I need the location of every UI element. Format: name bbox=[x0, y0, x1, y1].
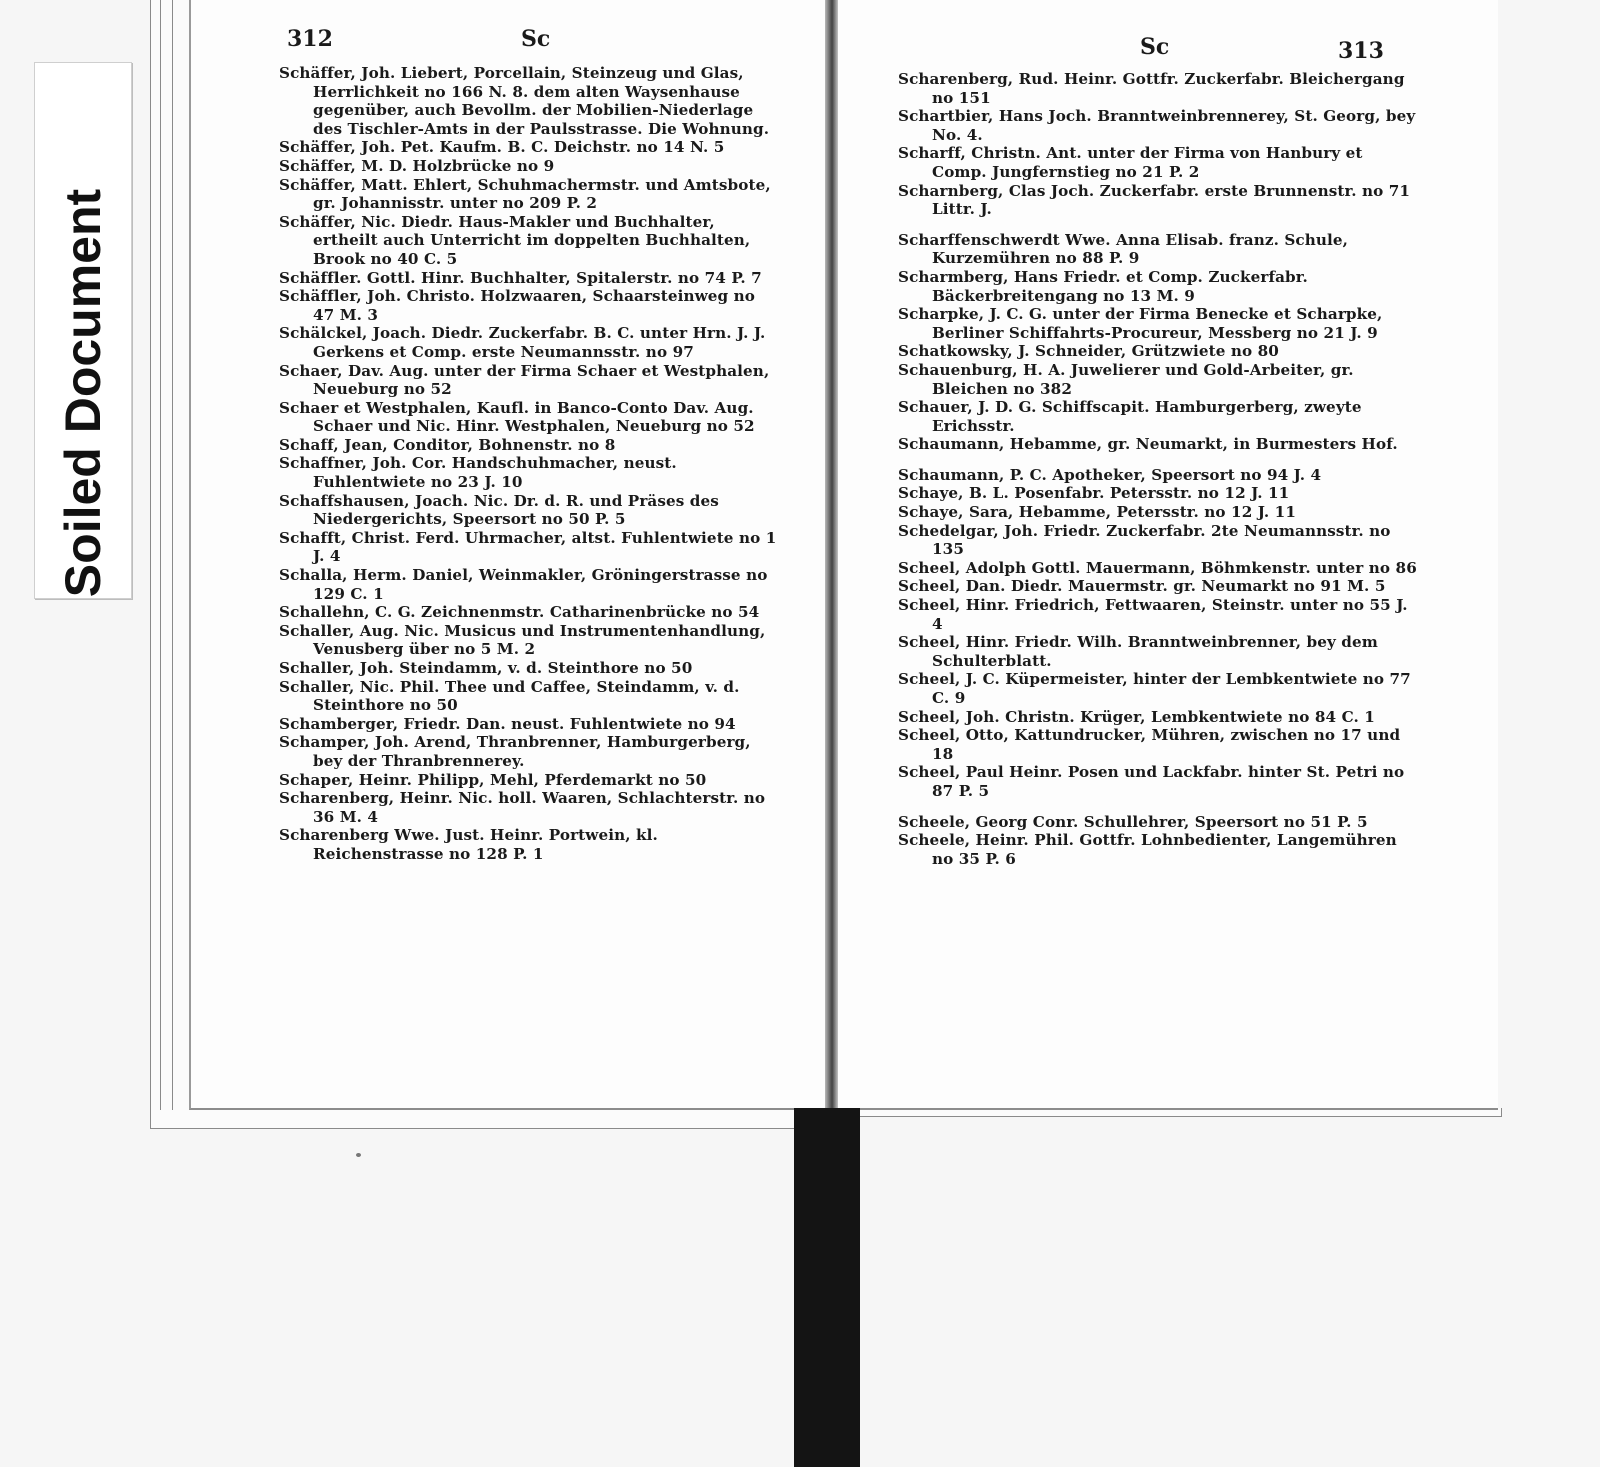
directory-entry: Schaff, Jean, Conditor, Bohnenstr. no 8 bbox=[279, 435, 616, 454]
directory-entry: Schaper, Heinr. Philipp, Mehl, Pferdemarkt no 50 bbox=[279, 770, 707, 789]
directory-entry: Scheel, Dan. Diedr. Mauermstr. gr. Neumarkt no 91 M. 5 bbox=[898, 577, 1386, 596]
directory-entry: Schäffler, Joh. Christo. Holzwaaren, Schaarsteinweg no 47 M. 3 bbox=[279, 287, 756, 324]
book-gutter bbox=[825, 0, 838, 1110]
directory-entry: Schartbier, Hans Joch. Branntweinbrennerey, St. Georg, bey No. 4. bbox=[898, 107, 1416, 144]
directory-entry: Scharmberg, Hans Friedr. et Comp. Zuckerfabr. Bäckerbreitengang no 13 M. 9 bbox=[898, 267, 1308, 305]
left-page bbox=[189, 0, 827, 1110]
directory-entry: Schaye, Sara, Hebamme, Petersstr. no 12 J. 11 bbox=[898, 503, 1296, 522]
directory-entry: Scharenberg, Heinr. Nic. holl. Waaren, Schlachterstr. no 36 M. 4 bbox=[279, 789, 766, 826]
directory-entry: Schäffer, Nic. Diedr. Haus-Makler und Buchhalter, ertheilt auch Unterricht im doppelten Buchhalten, Brook no 40 C. 5 bbox=[279, 212, 751, 268]
right-page-number: 313 bbox=[1338, 38, 1384, 64]
directory-entry: Schaffshausen, Joach. Nic. Dr. d. R. und Präses des Niedergerichts, Speersort no 50 P. 5 bbox=[279, 491, 719, 529]
left-page-number: 312 bbox=[287, 26, 333, 52]
right-running-head: Sc bbox=[1140, 34, 1170, 60]
directory-entry: Scheel, Paul Heinr. Posen und Lackfabr. hinter St. Petri no 87 P. 5 bbox=[898, 763, 1405, 800]
stamp-label: Soiled Document bbox=[55, 188, 111, 598]
dust-speck bbox=[356, 1153, 361, 1157]
directory-entry: Schäffer, Matt. Ehlert, Schuhmachermstr. und Amtsbote, gr. Johannisstr. unter no 209 P. 2 bbox=[279, 175, 771, 213]
directory-entry: Schäffer, Joh. Liebert, Porcellain, Steinzeug und Glas, Herrlichkeit no 166 N. 8. dem alten Waysenhause gegenüber, auch Bevollm. der Mobilien-Niederlage des Tischler-Amts in der Paulsstrasse. Die Wohnung. bbox=[279, 64, 770, 138]
right-entry-list bbox=[898, 70, 1418, 868]
directory-entry: Schäffler. Gottl. Hinr. Buchhalter, Spitalerstr. no 74 P. 7 bbox=[279, 268, 762, 287]
directory-entry: Schaffner, Joh. Cor. Handschuhmacher, neust. Fuhlentwiete no 23 J. 10 bbox=[279, 454, 677, 492]
directory-entry: Schamper, Joh. Arend, Thranbrenner, Hamburgerberg, bey der Thranbrennerey. bbox=[279, 733, 751, 770]
directory-entry: Schalla, Herm. Daniel, Weinmakler, Gröningerstrasse no 129 C. 1 bbox=[279, 566, 768, 603]
directory-entry: Schamberger, Friedr. Dan. neust. Fuhlentwiete no 94 bbox=[279, 714, 736, 733]
directory-entry: Schedelgar, Joh. Friedr. Zuckerfabr. 2te Neumannsstr. no 135 bbox=[898, 521, 1391, 559]
directory-entry: Schatkowsky, J. Schneider, Grützwiete no 80 bbox=[898, 342, 1279, 361]
directory-entry: Scheel, J. C. Küpermeister, hinter der Lembkentwiete no 77 C. 9 bbox=[898, 670, 1411, 707]
left-entry-list bbox=[279, 64, 781, 864]
directory-entry: Scheele, Georg Conr. Schullehrer, Speersort no 51 P. 5 bbox=[898, 812, 1368, 831]
directory-entry: Scheel, Otto, Kattundrucker, Mühren, zwischen no 17 und 18 bbox=[898, 726, 1401, 763]
directory-entry: Schaer et Westphalen, Kaufl. in Banco-Conto Dav. Aug. Schaer und Nic. Hinr. Westphalen, Neueburg no 52 bbox=[279, 398, 755, 436]
directory-entry: Schälckel, Joach. Diedr. Zuckerfabr. B. C. unter Hrn. J. J. Gerkens et Comp. erste Neumannsstr. no 97 bbox=[279, 324, 766, 361]
directory-entry: Scheel, Hinr. Friedrich, Fettwaaren, Steinstr. unter no 55 J. 4 bbox=[898, 596, 1408, 633]
directory-entry: Scharff, Christn. Ant. unter der Firma von Hanbury et Comp. Jungfernstieg no 21 P. 2 bbox=[898, 144, 1363, 181]
soiled-document-stamp bbox=[34, 62, 132, 599]
directory-entry: Scharnberg, Clas Joch. Zuckerfabr. erste Brunnenstr. no 71 Littr. J. bbox=[898, 181, 1411, 219]
directory-entry: Schaller, Nic. Phil. Thee und Caffee, Steindamm, v. d. Steinthore no 50 bbox=[279, 677, 740, 715]
directory-entry: Schaumann, P. C. Apotheker, Speersort no 94 J. 4 bbox=[898, 465, 1322, 484]
directory-entry: Schallehn, C. G. Zeichnenmstr. Catharinenbrücke no 54 bbox=[279, 603, 760, 622]
directory-entry: Schäffer, Joh. Pet. Kaufm. B. C. Deichstr. no 14 N. 5 bbox=[279, 138, 725, 157]
directory-entry: Schäffer, M. D. Holzbrücke no 9 bbox=[279, 156, 555, 175]
bookmark-ribbon bbox=[794, 1108, 860, 1467]
left-running-head: Sc bbox=[521, 26, 551, 52]
directory-entry: Schaumann, Hebamme, gr. Neumarkt, in Burmesters Hof. bbox=[898, 435, 1398, 454]
directory-entry: Scheel, Adolph Gottl. Mauermann, Böhmkenstr. unter no 86 bbox=[898, 558, 1417, 577]
directory-entry: Schauer, J. D. G. Schiffscapit. Hamburgerberg, zweyte Erichsstr. bbox=[898, 398, 1362, 435]
directory-entry: Scharenberg Wwe. Just. Heinr. Portwein, kl. Reichenstrasse no 128 P. 1 bbox=[279, 826, 658, 863]
directory-entry: Scharffenschwerdt Wwe. Anna Elisab. franz. Schule, Kurzemühren no 88 P. 9 bbox=[898, 230, 1349, 268]
directory-entry: Scharenberg, Rud. Heinr. Gottfr. Zuckerfabr. Bleichergang no 151 bbox=[898, 70, 1405, 107]
directory-entry: Scheel, Hinr. Friedr. Wilh. Branntweinbrenner, bey dem Schulterblatt. bbox=[898, 633, 1378, 670]
directory-entry: Schaer, Dav. Aug. unter der Firma Schaer et Westphalen, Neueburg no 52 bbox=[279, 361, 770, 399]
directory-entry: Scheele, Heinr. Phil. Gottfr. Lohnbedienter, Langemühren no 35 P. 6 bbox=[898, 831, 1397, 868]
directory-entry: Schafft, Christ. Ferd. Uhrmacher, altst. Fuhlentwiete no 1 J. 4 bbox=[279, 528, 777, 566]
directory-entry: Scharpke, J. C. G. unter der Firma Benecke et Scharpke, Berliner Schiffahrts-Procureur, Messberg no 21 J. 9 bbox=[898, 305, 1383, 342]
book-bottom-edge bbox=[150, 1110, 827, 1129]
directory-entry: Schauenburg, H. A. Juwelierer und Gold-Arbeiter, gr. Bleichen no 382 bbox=[898, 360, 1354, 398]
directory-entry: Scheel, Joh. Christn. Krüger, Lembkentwiete no 84 C. 1 bbox=[898, 707, 1375, 726]
book-page-edge-inner bbox=[172, 0, 190, 1115]
directory-entry: Schaller, Aug. Nic. Musicus und Instrumentenhandlung, Venusberg über no 5 M. 2 bbox=[279, 621, 766, 659]
directory-entry: Schaye, B. L. Posenfabr. Petersstr. no 12 J. 11 bbox=[898, 484, 1290, 503]
directory-entry: Schaller, Joh. Steindamm, v. d. Steinthore no 50 bbox=[279, 659, 693, 677]
right-page bbox=[838, 0, 1498, 1110]
